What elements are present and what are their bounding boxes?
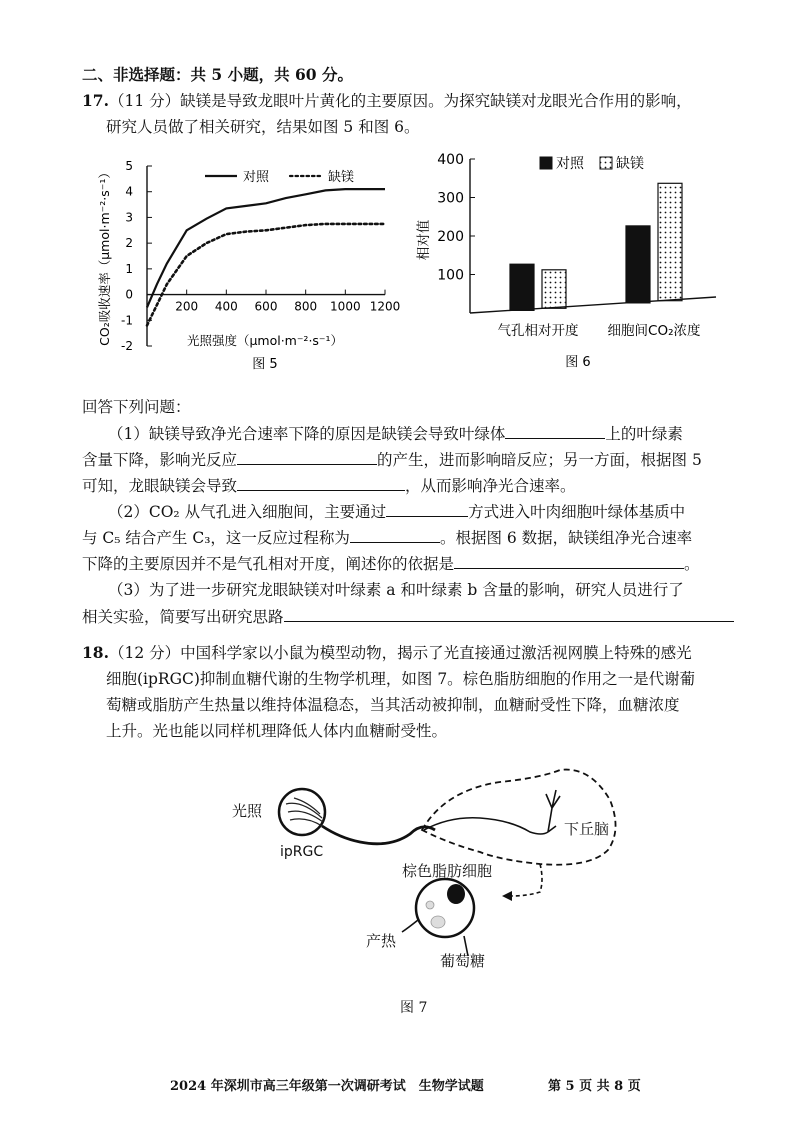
q17-p2-line3: 下降的主要原因并不是气孔相对开度，阐述你的依据是 。 — [82, 555, 700, 573]
answer-blank-6[interactable] — [454, 554, 684, 569]
q17-p2-line2: 与 C₅ 结合产生 C₃，这一反应过程称为 。根据图 6 数据，缺镁组净光合速率 — [82, 529, 693, 547]
y-tick-label: 100 — [437, 267, 464, 284]
x-tick-label: 800 — [294, 299, 318, 314]
y-tick-label: 4 — [125, 184, 133, 199]
label-heat: 产热 — [366, 932, 397, 950]
answer-blank-5[interactable] — [350, 528, 440, 543]
q17-p2-line1: （2）CO₂ 从气孔进入细胞间，主要通过 方式进入叶肉细胞叶绿体基质中 — [108, 503, 686, 521]
x-tick-label: 400 — [214, 299, 238, 314]
q18-line2: 细胞(ipRGC)抑制血糖代谢的生物学机理，如图 7。棕色脂肪细胞的作用之一是代谢葡 — [106, 670, 696, 688]
label-iprgc: ipRGC — [280, 844, 324, 860]
figure-6-bar-chart — [408, 145, 723, 375]
y-tick-label: -1 — [121, 313, 133, 328]
x-axis-label: 光照强度（μmol·m⁻²·s⁻¹） — [186, 333, 344, 348]
chart-caption: 图 5 — [252, 357, 278, 372]
brown-fat-cell-icon — [416, 879, 474, 937]
hypothalamus-outline — [422, 770, 616, 865]
q17-stem-line1: 17.（11 分）缺镁是导致龙眼叶片黄化的主要原因。为探究缺镁对龙眼光合作用的影响， — [82, 91, 692, 110]
legend-label: 缺镁 — [328, 170, 355, 185]
category-label: 细胞间CO₂浓度 — [607, 323, 701, 339]
y-tick-label: 300 — [437, 190, 464, 207]
y-tick-label: -2 — [121, 339, 133, 353]
neuron-dendrites — [546, 790, 560, 832]
optic-nerve-path — [322, 826, 435, 844]
legend-label: 缺镁 — [616, 156, 644, 172]
q17-p1-line3: 可知，龙眼缺镁会导致 ，从而影响净光合速率。 — [82, 477, 576, 495]
q17-p1-line2: 含量下降，影响光反应 的产生，进而影响暗反应；另一方面，根据图 5 — [82, 451, 702, 469]
q18-line4: 上升。光也能以同样机理降低人体内血糖耐受性。 — [106, 722, 448, 740]
answer-blank-2[interactable] — [237, 450, 377, 465]
label-light: 光照 — [232, 802, 263, 820]
lipid-droplet-icon — [431, 916, 445, 928]
nucleus-icon — [447, 884, 465, 904]
answer-blank-1[interactable] — [505, 424, 605, 439]
heat-output-arrow — [402, 920, 418, 932]
neuron-fiber — [424, 818, 548, 834]
answer-blank-7[interactable] — [284, 607, 734, 622]
bar-control-1 — [626, 226, 650, 303]
q18-line3: 萄糖或脂肪产生热量以维持体温稳态，当其活动被抑制，血糖耐受性下降，血糖浓度 — [106, 696, 680, 714]
legend-swatch — [600, 157, 612, 169]
q17-number: 17. — [82, 91, 109, 110]
section-heading: 二、非选择题：共 5 小题，共 60 分。 — [82, 65, 353, 84]
answer-intro: 回答下列问题： — [82, 398, 191, 416]
descending-pathway — [510, 864, 542, 896]
q17-p1-line1: （1）缺镁导致净光合速率下降的原因是缺镁会导致叶绿体 上的叶绿素 — [108, 425, 683, 443]
q18-number: 18. — [82, 643, 109, 662]
chart-caption: 图 6 — [565, 355, 591, 370]
answer-blank-4[interactable] — [386, 502, 468, 517]
bar-control-0 — [510, 264, 534, 310]
x-tick-label: 200 — [175, 299, 199, 314]
label-glucose: 葡萄糖 — [440, 952, 486, 970]
category-label: 气孔相对开度 — [497, 323, 579, 339]
legend-label: 对照 — [243, 170, 270, 185]
q18-line1: 18.（12 分）中国科学家以小鼠为模型动物，揭示了光直接通过激活视网膜上特殊的感光 — [82, 643, 692, 662]
q17-p3-line1: （3）为了进一步研究龙眼缺镁对叶绿素 a 和叶绿素 b 含量的影响，研究人员进行了 — [108, 581, 684, 599]
lipid-droplet-icon — [426, 901, 434, 909]
bar-mg-deficient-0 — [542, 270, 566, 309]
y-tick-label: 2 — [125, 236, 133, 251]
label-brown-fat: 棕色脂肪细胞 — [402, 862, 493, 880]
bar-mg-deficient-1 — [658, 183, 682, 300]
x-tick-label: 600 — [254, 299, 278, 314]
y-axis-label: CO₂吸收速率（μmol·m⁻²·s⁻¹） — [97, 166, 112, 346]
figure7-caption: 图 7 — [400, 1000, 428, 1016]
footer-exam: 2024 年深圳市高三年级第一次调研考试 生物学试题 — [170, 1079, 484, 1094]
q17-p3-line2: 相关实验，简要写出研究思路 — [82, 607, 734, 627]
arrow-head-icon — [502, 891, 512, 901]
y-tick-label: 200 — [437, 229, 464, 245]
legend-swatch — [540, 157, 552, 169]
legend-label: 对照 — [556, 156, 584, 172]
label-hypothalamus: 下丘脑 — [564, 820, 610, 838]
x-tick-label: 1200 — [369, 299, 401, 314]
y-tick-label: 3 — [125, 210, 133, 225]
answer-blank-3[interactable] — [237, 476, 405, 491]
y-tick-label: 5 — [125, 159, 133, 173]
footer-page: 第 5 页 共 8 页 — [548, 1079, 641, 1094]
figure-5-line-chart — [95, 150, 401, 375]
retina-cells — [286, 798, 323, 826]
q17-stem-line2: 研究人员做了相关研究，结果如图 5 和图 6。 — [106, 118, 420, 136]
y-tick-label: 400 — [437, 152, 464, 168]
y-tick-label: 1 — [125, 261, 133, 276]
x-tick-label: 1000 — [330, 299, 361, 314]
y-tick-label: 0 — [125, 287, 133, 302]
y-axis-label: 相对值 — [416, 219, 432, 261]
figure-7-diagram — [210, 760, 640, 990]
